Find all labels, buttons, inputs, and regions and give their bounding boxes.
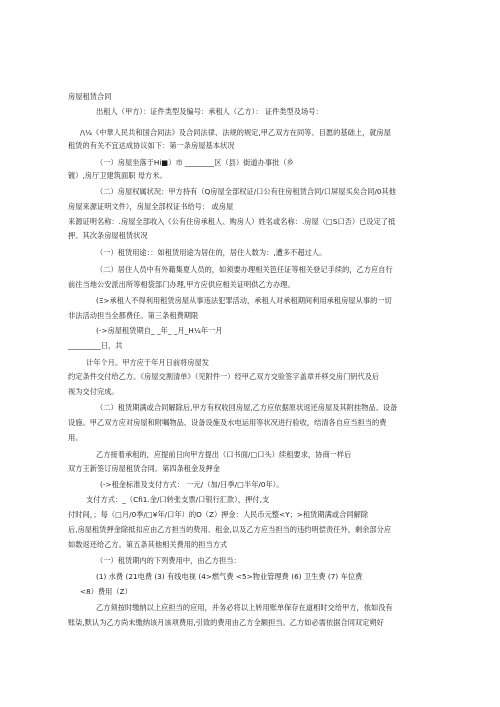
paragraph-line: 前往当地公安派出所等相袋部门办理,甲方应供应相关证明供乙方办理。 bbox=[68, 280, 295, 289]
paragraph-line: 付时间，；每（□月/0季/□¥年/口年）的O（Z）押金：人民币元整<Y；>租赁期满或合同解除 bbox=[68, 510, 369, 519]
paragraph-line: 房屋来源证明文件），房屋全部权证书给号： 或房屋 bbox=[68, 202, 234, 211]
paragraph-line: （一）租赁期内的下列费用中，由乙方担当： bbox=[96, 556, 241, 565]
document-title: 房屋租赁合同 bbox=[68, 92, 112, 101]
paragraph-line: (1) 水费 (21电费 (3) 有线电视 (4>燃气费 <5>物业管理费 (6) 卫生费 (7) 车位费 bbox=[96, 572, 363, 581]
paragraph-line: /\¼《中華人民共和国合同法》及合同法律、法规的规定,甲乙双方在同等、目愿的基础上，就房屋 bbox=[80, 128, 392, 137]
paragraph-line: 出租人（甲方）：证件类型及编号：承租人（乙方）： 证件类型及场号： bbox=[96, 107, 323, 116]
paragraph-line: 后,房屋租赁押金除抵扣应由乙方担当的贽用、租金,以及乙方应当担当的违约明偿责任外，剩余部分应 bbox=[68, 525, 392, 534]
paragraph-line: <8）费用（Z） bbox=[80, 587, 132, 596]
paragraph-line: 设施。甲乙双方应对房屋和附嘱物品、设备设施及水电运用等状况进行验收，结清各自应当担当的费 bbox=[68, 418, 387, 427]
paragraph-line: 双方王新签订房屋租赁合同。第四条租金及押金 bbox=[68, 464, 220, 473]
paragraph-line: （一）租赁用途：：如租赁用途为居住的，居住人数为：,遭多不超过人。 bbox=[96, 248, 327, 257]
paragraph-line: 约定条件交付给乙方。《房屋交割清单》（见附件一）经甲乙双方交验签字盖章并移交房门钥代及后 bbox=[68, 372, 380, 381]
paragraph-line: （二）居住人员中有外籍集夏人员的，如须要办理相关笆任证等相关登记手续的，乙方应自行 bbox=[96, 265, 393, 274]
paragraph-line: (Ξ>承租人不得利用租赁房屋从事违法犯罪活动，承租人对承租期间利用承租房屋从事的一切 bbox=[96, 296, 392, 305]
paragraph-line: 视为交付完成。 bbox=[68, 387, 119, 396]
paragraph-line: 支付方式：_（Cfi1.金/口转张支票/口银行汇款），押付,支 bbox=[86, 495, 270, 504]
paragraph-line: 用。 bbox=[68, 433, 83, 442]
paragraph-line: 乙方接着承租的，应提前日向甲方提出（口书面/□口头）续租要求，协商一样后 bbox=[96, 450, 352, 459]
paragraph-line: (->房屋租赁期自_ _年_ _月_H¼年一月 bbox=[96, 326, 223, 335]
paragraph-line: _________日，共 bbox=[68, 341, 123, 350]
paragraph-line: 计年个月。甲方应于年月日前将房屋发 bbox=[86, 358, 210, 367]
paragraph-line: 押。其次条房屋租赁状况 bbox=[68, 231, 148, 240]
paragraph-line: (->租金标准及支付方式： 一元/（加/日季/□半年/0年）。 bbox=[100, 480, 284, 489]
paragraph-line: 来源证明名称：.房屋全部收入《公有住房承租人、购房人）姓名或名称：.房屋（□S口否）已设定了抵 bbox=[68, 217, 396, 226]
paragraph-line: （二）租赁期满或合同解除后,甲方有权收回房屋,乙方应依据原状返还房屋及其附挂物品、设备 bbox=[96, 403, 398, 412]
paragraph-line: （一）房屋坐落于Hi■）市 ________区（县）街道办事批（乡 bbox=[96, 158, 294, 167]
paragraph-line: 镀）,房厅卫建筑面职 母方米。 bbox=[68, 171, 167, 180]
paragraph-line: 乙方须按时缴纳以上应担当的应用，并务必将以上转用账单保存在道相时交给甲方，侬如没有 bbox=[96, 603, 393, 612]
paragraph-line: （二）房屋权属状况：甲方持有（Q房屋全部权证/口公有住房租赁合同/口屏屋买矣合同/0其他 bbox=[96, 187, 397, 196]
paragraph-line: 租赁的有关不宜达成协议如下：第一条房屋基本状况 bbox=[68, 141, 235, 150]
paragraph-line: 非法活动担当全都费任。第三条租费期限 bbox=[68, 311, 199, 320]
paragraph-line: 账柒,默认为乙方尚未缴纳该月该项费用,引致的费用由乙方全额担当。乙方如必需依据合同双定朔好 bbox=[68, 618, 384, 627]
paragraph-line: 如数返还给乙方。第五条其他相关费用的担当方式 bbox=[68, 540, 228, 549]
